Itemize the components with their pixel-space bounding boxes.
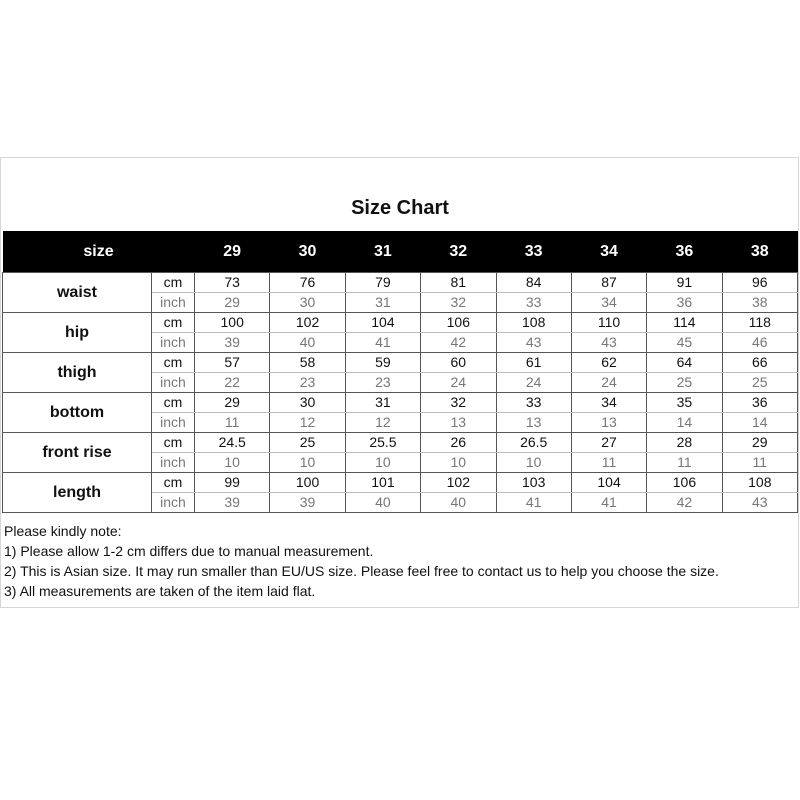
unit-inch-label: inch	[152, 293, 195, 313]
unit-cm-label: cm	[152, 433, 195, 453]
measurement-name: front rise	[3, 433, 152, 473]
inch-value-cell: 23	[345, 373, 420, 393]
chart-title: Size Chart	[351, 197, 449, 219]
inch-value-cell: 23	[270, 373, 345, 393]
inch-value-cell: 41	[496, 493, 571, 513]
inch-value-cell: 36	[647, 293, 722, 313]
cm-value-cell: 104	[345, 313, 420, 333]
inch-value-cell: 10	[345, 453, 420, 473]
cm-value-cell: 108	[496, 313, 571, 333]
inch-value-cell: 13	[571, 413, 646, 433]
cm-value-cell: 106	[647, 473, 722, 493]
cm-value-cell: 91	[647, 273, 722, 293]
inch-value-cell: 39	[195, 333, 270, 353]
inch-value-cell: 39	[195, 493, 270, 513]
unit-inch-label: inch	[152, 373, 195, 393]
measurement-row-cm	[3, 433, 798, 453]
unit-cm-label: cm	[152, 473, 195, 493]
cm-value-cell: 106	[421, 313, 496, 333]
cm-value-cell: 26.5	[496, 433, 571, 453]
inch-value-cell: 42	[647, 493, 722, 513]
cm-value-cell: 27	[571, 433, 646, 453]
inch-value-cell: 29	[195, 293, 270, 313]
cm-value-cell: 118	[722, 313, 797, 333]
cm-value-cell: 100	[195, 313, 270, 333]
inch-value-cell: 31	[345, 293, 420, 313]
cm-value-cell: 108	[722, 473, 797, 493]
cm-value-cell: 34	[571, 393, 646, 413]
cm-value-cell: 100	[270, 473, 345, 493]
inch-value-cell: 11	[195, 413, 270, 433]
unit-cm-label: cm	[152, 313, 195, 333]
inch-value-cell: 40	[270, 333, 345, 353]
cm-value-cell: 99	[195, 473, 270, 493]
inch-value-cell: 10	[421, 453, 496, 473]
unit-inch-label: inch	[152, 453, 195, 473]
inch-value-cell: 25	[647, 373, 722, 393]
size-header-cell: 29	[195, 231, 270, 273]
measurement-row-cm	[3, 473, 798, 493]
cm-value-cell: 31	[345, 393, 420, 413]
cm-value-cell: 61	[496, 353, 571, 373]
inch-value-cell: 45	[647, 333, 722, 353]
note-item: 2) This is Asian size. It may run smaller than EU/US size. Please feel free to contact us to help you choose the size.	[4, 563, 719, 579]
notes-heading: Please kindly note:	[4, 523, 122, 539]
unit-cm-label: cm	[152, 393, 195, 413]
header-size-label: size	[3, 231, 195, 273]
cm-value-cell: 73	[195, 273, 270, 293]
inch-value-cell: 10	[270, 453, 345, 473]
inch-value-cell: 43	[571, 333, 646, 353]
unit-inch-label: inch	[152, 333, 195, 353]
header-row	[3, 231, 798, 273]
cm-value-cell: 87	[571, 273, 646, 293]
inch-value-cell: 40	[421, 493, 496, 513]
cm-value-cell: 79	[345, 273, 420, 293]
cm-value-cell: 81	[421, 273, 496, 293]
inch-value-cell: 41	[571, 493, 646, 513]
inch-value-cell: 42	[421, 333, 496, 353]
inch-value-cell: 32	[421, 293, 496, 313]
cm-value-cell: 103	[496, 473, 571, 493]
size-header-cell: 38	[722, 231, 797, 273]
cm-value-cell: 30	[270, 393, 345, 413]
inch-value-cell: 40	[345, 493, 420, 513]
cm-value-cell: 24.5	[195, 433, 270, 453]
inch-value-cell: 30	[270, 293, 345, 313]
measurement-name: bottom	[3, 393, 152, 433]
measurement-name: length	[3, 473, 152, 513]
cm-value-cell: 25.5	[345, 433, 420, 453]
inch-value-cell: 41	[345, 333, 420, 353]
cm-value-cell: 102	[421, 473, 496, 493]
note-item: 1) Please allow 1-2 cm differs due to manual measurement.	[4, 543, 374, 559]
inch-value-cell: 24	[571, 373, 646, 393]
cm-value-cell: 76	[270, 273, 345, 293]
inch-value-cell: 22	[195, 373, 270, 393]
measurement-name: thigh	[3, 353, 152, 393]
note-item: 3) All measurements are taken of the item laid flat.	[4, 583, 316, 599]
inch-value-cell: 12	[345, 413, 420, 433]
size-header-cell: 34	[571, 231, 646, 273]
cm-value-cell: 102	[270, 313, 345, 333]
inch-value-cell: 46	[722, 333, 797, 353]
unit-cm-label: cm	[152, 353, 195, 373]
inch-value-cell: 13	[421, 413, 496, 433]
cm-value-cell: 101	[345, 473, 420, 493]
measurement-row-cm	[3, 393, 798, 413]
inch-value-cell: 11	[647, 453, 722, 473]
cm-value-cell: 59	[345, 353, 420, 373]
cm-value-cell: 110	[571, 313, 646, 333]
cm-value-cell: 58	[270, 353, 345, 373]
size-table	[2, 231, 798, 513]
measurement-name: hip	[3, 313, 152, 353]
unit-inch-label: inch	[152, 493, 195, 513]
inch-value-cell: 24	[421, 373, 496, 393]
measurement-name: waist	[3, 273, 152, 313]
size-header-cell: 31	[345, 231, 420, 273]
size-header-cell: 32	[421, 231, 496, 273]
cm-value-cell: 66	[722, 353, 797, 373]
unit-inch-label: inch	[152, 413, 195, 433]
inch-value-cell: 14	[722, 413, 797, 433]
cm-value-cell: 25	[270, 433, 345, 453]
cm-value-cell: 57	[195, 353, 270, 373]
cm-value-cell: 35	[647, 393, 722, 413]
cm-value-cell: 26	[421, 433, 496, 453]
cm-value-cell: 64	[647, 353, 722, 373]
cm-value-cell: 29	[722, 433, 797, 453]
cm-value-cell: 32	[421, 393, 496, 413]
cm-value-cell: 29	[195, 393, 270, 413]
inch-value-cell: 34	[571, 293, 646, 313]
notes-section	[4, 521, 794, 601]
cm-value-cell: 33	[496, 393, 571, 413]
inch-value-cell: 43	[496, 333, 571, 353]
inch-value-cell: 12	[270, 413, 345, 433]
size-header-cell: 36	[647, 231, 722, 273]
cm-value-cell: 104	[571, 473, 646, 493]
measurement-row-cm	[3, 313, 798, 333]
cm-value-cell: 60	[421, 353, 496, 373]
inch-value-cell: 33	[496, 293, 571, 313]
inch-value-cell: 39	[270, 493, 345, 513]
measurement-row-cm	[3, 273, 798, 293]
inch-value-cell: 14	[647, 413, 722, 433]
unit-cm-label: cm	[152, 273, 195, 293]
size-header-cell: 33	[496, 231, 571, 273]
cm-value-cell: 96	[722, 273, 797, 293]
inch-value-cell: 11	[722, 453, 797, 473]
cm-value-cell: 114	[647, 313, 722, 333]
cm-value-cell: 84	[496, 273, 571, 293]
inch-value-cell: 13	[496, 413, 571, 433]
size-header-cell: 30	[270, 231, 345, 273]
inch-value-cell: 25	[722, 373, 797, 393]
inch-value-cell: 10	[496, 453, 571, 473]
inch-value-cell: 43	[722, 493, 797, 513]
cm-value-cell: 62	[571, 353, 646, 373]
cm-value-cell: 36	[722, 393, 797, 413]
cm-value-cell: 28	[647, 433, 722, 453]
inch-value-cell: 38	[722, 293, 797, 313]
measurement-row-cm	[3, 353, 798, 373]
inch-value-cell: 11	[571, 453, 646, 473]
inch-value-cell: 24	[496, 373, 571, 393]
inch-value-cell: 10	[195, 453, 270, 473]
